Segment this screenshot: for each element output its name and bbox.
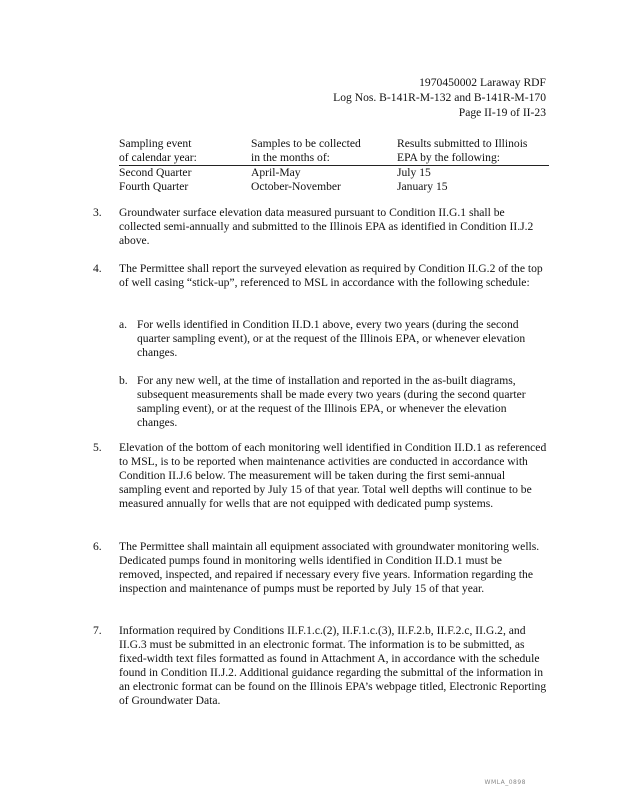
condition-item-4 [93,262,548,290]
schedule-header-cell: EPA by the following: [397,151,500,164]
schedule-row [119,180,549,194]
schedule-header-cell: in the months of: [251,151,330,164]
item-number: 6. [93,540,102,553]
item-number: 4. [93,262,102,275]
schedule-cell: Second Quarter [119,166,192,179]
header-log-line: Log Nos. B-141R-M-132 and B-141R-M-170 [333,91,546,104]
document-control-mark: WMLA_0898 [484,779,526,786]
schedule-cell: October-November [251,180,341,193]
header-page-line: Page II-19 of II-23 [458,106,546,119]
subitem-letter: a. [119,318,128,331]
schedule-header-cell: Results submitted to Illinois [397,137,528,150]
item-number: 5. [93,441,102,454]
header-id-line: 1970450002 Laraway RDF [419,76,546,89]
sampling-schedule-table [119,137,549,194]
item-text: Elevation of the bottom of each monitoring well identified in Condition II.D.1 as referenced to MSL, is to be reported when maintenance activities are conducted in accordance with Condition II.J.6 below. The measurement will be taken during the first semi-annual sampling event and reported by July 15 of that year. Total well depths will continue to be measured annually for wells that are not equipped with dedicated pump systems. [119,441,547,510]
condition-item-5 [93,441,548,511]
item-number: 7. [93,624,102,637]
page-header [333,75,546,120]
schedule-cell: Fourth Quarter [119,180,189,193]
schedule-header-cell: Samples to be collected [251,137,361,150]
schedule-header-row-1 [119,137,549,151]
condition-item-7 [93,624,548,708]
schedule-cell: January 15 [397,180,448,193]
condition-item-3 [93,206,548,248]
schedule-header-cell: Sampling event [119,137,192,150]
subitem-letter: b. [119,374,128,387]
condition-item-6 [93,540,548,596]
condition-subitem-b [119,374,548,430]
schedule-header-cell: of calendar year: [119,151,197,164]
item-text: The Permittee shall maintain all equipment associated with groundwater monitoring wells. Dedicated pumps found in monitoring wells identified in Condition II.D.1 must be removed, inspected, and repaired if necessary every five years. Information regarding the inspection and maintenance of pumps must be reported by July 15 of that year. [119,540,540,595]
schedule-cell: April-May [251,166,301,179]
condition-subitem-a [119,318,548,360]
item-text: The Permittee shall report the surveyed elevation as required by Condition II.G.2 of the top of well casing “stick-up”, referenced to MSL in accordance with the following schedule: [119,262,543,289]
subitem-text: For any new well, at the time of installation and reported in the as-built diagrams, subsequent measurements shall be made every two years (during the second quarter sampling event), or at the request of the Illinois EPA, or whenever the elevation changes. [137,374,526,429]
schedule-row [119,166,549,180]
subitem-text: For wells identified in Condition II.D.1 above, every two years (during the second quarter sampling event), or at the request of the Illinois EPA, or whenever elevation changes. [137,318,526,359]
schedule-cell: July 15 [397,166,431,179]
item-text: Information required by Conditions II.F.1.c.(2), II.F.1.c.(3), II.F.2.b, II.F.2.c, II.G.2, and II.G.3 must be submitted in an electronic format. The information is to be submitted, as fixed-width text files formatted as found in Attachment A, in accordance with the schedule found in Condition II.J.2. Additional guidance regarding the submittal of the information in an electronic format can be found on the Illinois EPA’s webpage titled, Electronic Reporting of Groundwater Data. [119,624,547,707]
item-text: Groundwater surface elevation data measured pursuant to Condition II.G.1 shall be collected semi-annually and submitted to the Illinois EPA as identified in Condition II.J.2 above. [119,206,534,247]
schedule-header-row-2 [119,151,549,166]
item-number: 3. [93,206,102,219]
